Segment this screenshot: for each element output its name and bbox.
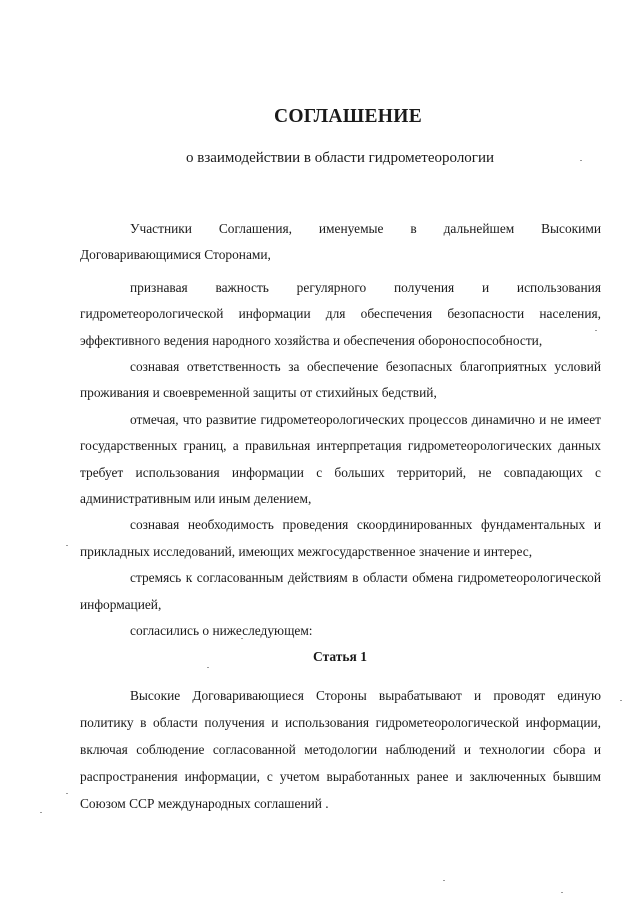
preamble-paragraph-4: отмечая, что развитие гидрометеорологических процессов динамично и не имеет государственных границ, а правильная интерпретация гидрометеорологических данных требует использования информации с больших территорий, не совпадающих с административным или иным делением, (80, 411, 601, 507)
article-1-body (80, 682, 601, 817)
scan-speck (207, 667, 209, 668)
document-subtitle: о взаимодействии в области гидрометеорологии (185, 150, 495, 166)
scan-speck (561, 892, 563, 893)
preamble (80, 216, 601, 645)
scan-speck (443, 880, 445, 881)
preamble-paragraph-7: согласились о нижеследующем: (130, 623, 313, 639)
preamble-paragraph-5: сознавая необходимость проведения скоординированных фундаментальных и прикладных исследований, имеющих межгосударственное значение и интерес, (80, 517, 601, 559)
document-title: СОГЛАШЕНИЕ (273, 106, 423, 127)
preamble-paragraph-3: сознавая ответственность за обеспечение безопасных благоприятных условий проживания и своевременной защиты от стихийных бедствий, (80, 359, 601, 401)
preamble-paragraph-1: Участники Соглашения, именуемые в дальнейшем Высокими Договаривающимися Сторонами, (80, 221, 601, 263)
preamble-paragraph-6: стремясь к согласованным действиям в области обмена гидрометеорологической информацией, (80, 570, 601, 612)
scan-speck (66, 793, 68, 794)
scan-speck (595, 330, 597, 331)
article-1-paragraph: Высокие Договаривающиеся Стороны вырабатывают и проводят единую политику в области получения и использования гидрометеорологической информации, включая соблюдение согласованной методологии наблюдений и технологии сбора и распространения информации, с учетом выработанных ранее и заключенных бывшим Союзом ССР международных соглашений . (80, 688, 601, 811)
article-1-heading: Статья 1 (313, 649, 367, 664)
scan-speck (620, 700, 622, 701)
scan-speck (66, 545, 68, 546)
scan-speck (40, 812, 42, 813)
scan-speck (580, 160, 582, 161)
scan-speck (241, 638, 243, 639)
preamble-paragraph-2: признавая важность регулярного получения и использования гидрометеорологической информации для обеспечения безопасности населения, эффективного ведения народного хозяйства и обеспечения обороноспособности, (80, 279, 601, 348)
